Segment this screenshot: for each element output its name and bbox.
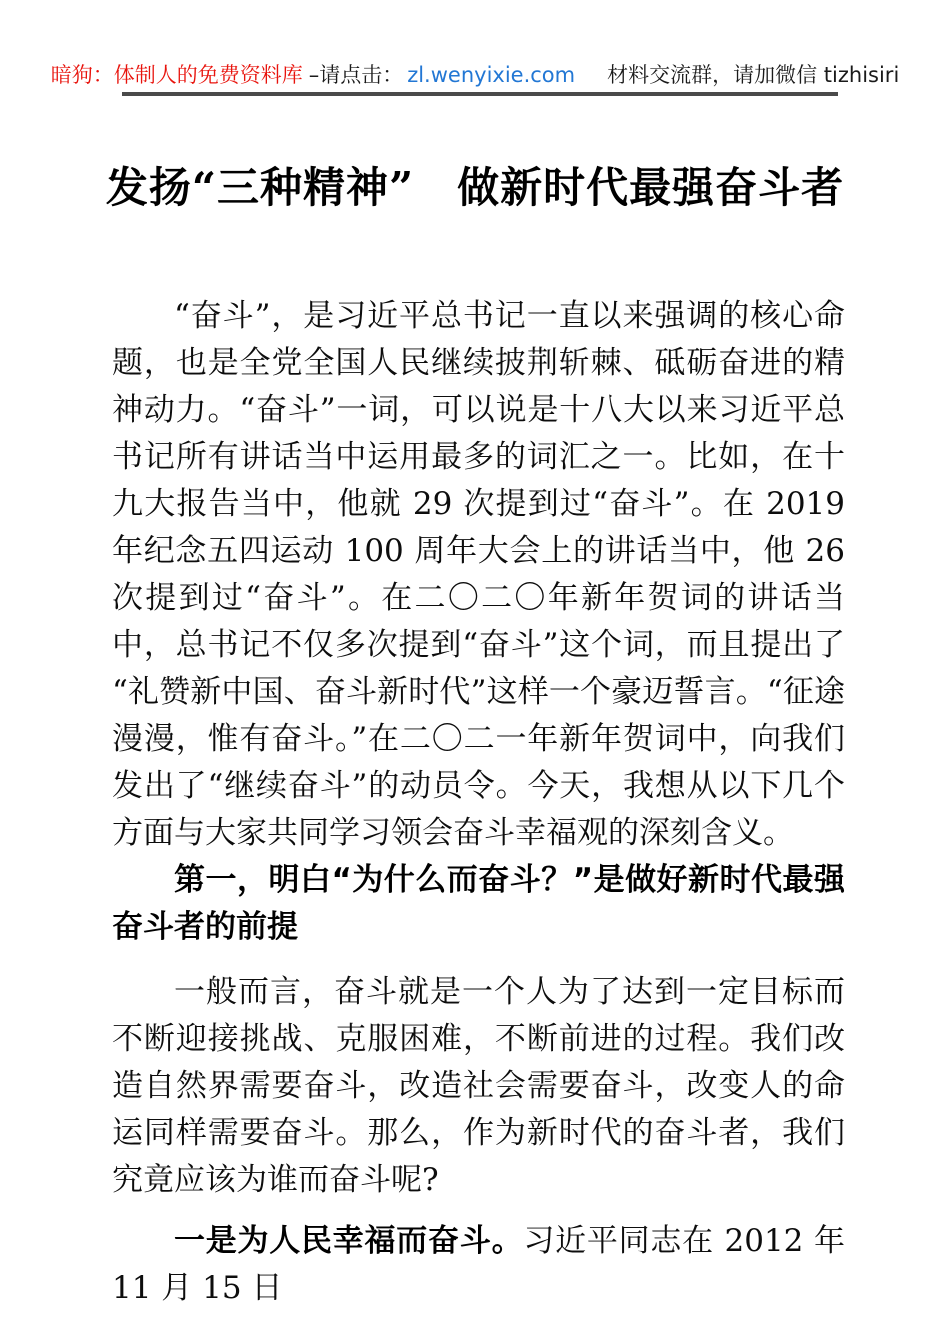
paragraph-intro: “奋斗”，是习近平总书记一直以来强调的核心命题，也是全党全国人民继续披荆斩棘、砥砺奋进的精神动力。“奋斗”一词，可以说是十八大以来习近平总书记所有讲话当中运用最多的词汇之一。比如，在十九大报告当中，他就 29 次提到过“奋斗”。在 2019 年纪念五四运动 100 周年大会上的讲话当中，他 26 次提到过“奋斗”。在二〇二〇年新年贺词的讲话当中，总书记不仅多次提到“奋斗”这个词，而且提出了“礼赞新中国、奋斗新时代”这样一个豪迈誓言。“征途漫漫，惟有奋斗。”在二〇二一年新年贺词中，向我们发出了“继续奋斗”的动员令。今天，我想从以下几个方面与大家共同学习领会奋斗幸福观的深刻含义。	[112, 298, 845, 851]
section-heading-first: 第一，明白“为什么而奋斗？”是做好新时代最强奋斗者的前提	[112, 862, 845, 945]
point-one-lead: 一是为人民幸福而奋斗。	[174, 1223, 524, 1259]
paragraph-definition: 一般而言，奋斗就是一个人为了达到一定目标而不断迎接挑战、克服困难，不断前进的过程。我们改造自然界需要奋斗，改造社会需要奋斗，改变人的命运同样需要奋斗。那么，作为新时代的奋斗者，我们究竟应该为谁而奋斗呢?	[112, 974, 845, 1198]
promo-site-name: 暗狗：体制人的免费资料库	[50, 63, 303, 87]
document-body	[112, 293, 845, 1312]
header-divider	[122, 92, 838, 96]
promo-group-note: 材料交流群，请加微信 tizhisiri	[607, 63, 900, 87]
point-one-text: 习近平同志在 2012 年 11 月 15 日	[112, 1223, 846, 1306]
paragraph-point-one	[112, 1218, 845, 1312]
promo-header	[0, 0, 950, 90]
promo-link[interactable]: zl.wenyixie.com	[407, 63, 576, 87]
promo-click-label: –请点击：	[308, 63, 404, 87]
document-title: 发扬“三种精神” 做新时代最强奋斗者	[105, 163, 845, 212]
